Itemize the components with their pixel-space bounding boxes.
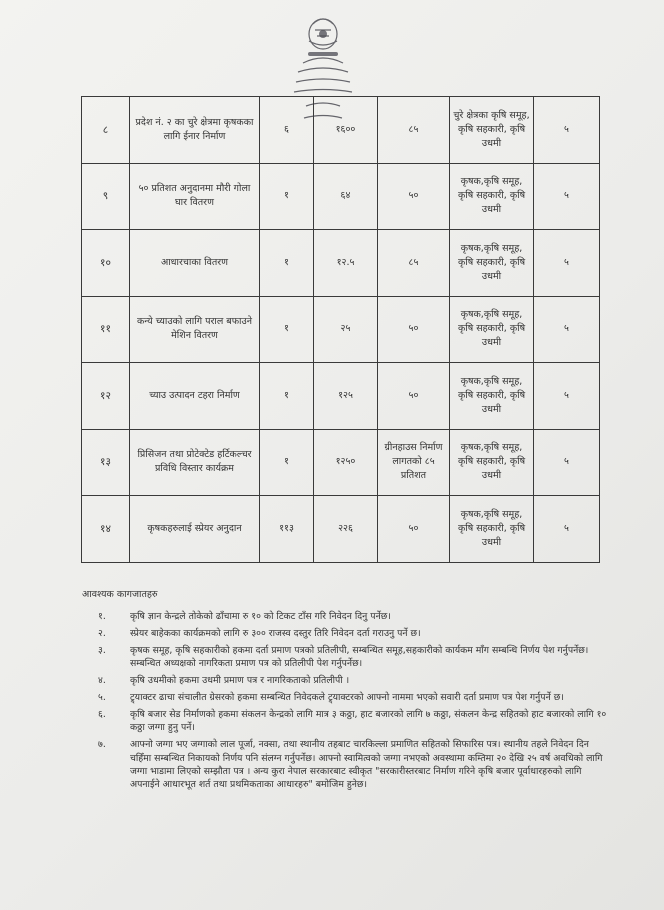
program-cell: ५० प्रतिशत अनुदानमा मौरी गोला घार वितरण [130, 163, 260, 230]
marks-cell: ५ [534, 230, 600, 297]
item-number: ७. [98, 739, 106, 751]
item-text: कृषि बजार सेड निर्माणको हकमा संकलन केन्द्रको लागि मात्र ३ कठ्ठा, हाट बजारको लागि ७ कठ्ठा, संकलन केन्द्र सहितको हाट बजारको लागि १० कठ्ठा जग्गा हुनु पर्ने। [130, 708, 607, 734]
table-row [82, 496, 600, 563]
table-row [82, 97, 600, 164]
count-cell: १ [260, 429, 314, 496]
list-item [98, 738, 608, 792]
table-row [82, 230, 600, 297]
serial-number-cell: ९ [82, 163, 130, 230]
serial-number-cell: १० [82, 230, 130, 297]
amount-cell: १२.५ [314, 230, 378, 297]
marks-cell: ५ [534, 296, 600, 363]
percent-cell: ५० [378, 163, 450, 230]
table-row [82, 163, 600, 230]
amount-cell: २२६ [314, 496, 378, 563]
beneficiary-cell: कृषक,कृषि समूह, कृषि सहकारी, कृषि उधमी [450, 363, 534, 430]
serial-number-cell: १४ [82, 496, 130, 563]
marks-cell: ५ [534, 496, 600, 563]
program-cell: प्रिसिजन तथा प्रोटेक्टेड हर्टिकल्चर प्रविधि विस्तार कार्यक्रम [130, 429, 260, 496]
marks-cell: ५ [534, 97, 600, 164]
serial-number-cell: १३ [82, 429, 130, 496]
list-item [98, 674, 608, 687]
amount-cell: २५ [314, 296, 378, 363]
percent-cell: ५० [378, 296, 450, 363]
program-table [81, 96, 600, 563]
table-row [82, 429, 600, 496]
item-number: ३. [98, 644, 106, 656]
program-cell: कृषकहरुलाई स्प्रेयर अनुदान [130, 496, 260, 563]
percent-cell: ८५ [378, 97, 450, 164]
item-text: कृषि उधमीको हकमा उधमी प्रमाण पत्र र नागरिकताको प्रतिलीपी । [130, 675, 350, 687]
percent-cell: ५० [378, 496, 450, 563]
marks-cell: ५ [534, 163, 600, 230]
count-cell: ६ [260, 97, 314, 164]
item-number: ४. [98, 675, 106, 687]
item-text: ट्र्याक्टर ढाचा संचालीत ग्रेसरको हकमा सम्बन्धित निवेदकले ट्र्याक्टरको आफ्नो नाममा भएको सवारी दर्ता प्रमाण पत्र पेश गर्नुपर्ने छ। [130, 692, 564, 704]
count-cell: १ [260, 363, 314, 430]
marks-cell: ५ [534, 363, 600, 430]
documents-heading: आवश्यक कागजातहरु [82, 589, 158, 600]
beneficiary-cell: चुरे क्षेत्रका कृषि समूह, कृषि सहकारी, कृषि उधमी [450, 97, 534, 164]
marks-cell: ५ [534, 429, 600, 496]
amount-cell: १२५० [314, 429, 378, 496]
beneficiary-cell: कृषक,कृषि समूह, कृषि सहकारी, कृषि उधमी [450, 429, 534, 496]
beneficiary-cell: कृषक,कृषि समूह, कृषि सहकारी, कृषि उधमी [450, 163, 534, 230]
list-item [98, 610, 608, 623]
list-item [98, 708, 608, 735]
program-cell: कन्ये च्याउको लागि पराल बफाउने मेशिन वितरण [130, 296, 260, 363]
percent-cell: ५० [378, 363, 450, 430]
beneficiary-cell: कृषक,कृषि समूह, कृषि सहकारी, कृषि उधमी [450, 230, 534, 297]
item-number: ६. [98, 708, 106, 720]
program-cell: च्याउ उत्पादन टहरा निर्माण [130, 363, 260, 430]
item-number: १. [98, 611, 106, 622]
percent-cell: ग्रीनहाउस निर्माण लागतको ८५ प्रतिशत [378, 429, 450, 496]
required-documents-list [98, 610, 608, 795]
beneficiary-cell: कृषक,कृषि समूह, कृषि सहकारी, कृषि उधमी [450, 496, 534, 563]
beneficiary-cell: कृषक,कृषि समूह, कृषि सहकारी, कृषि उधमी [450, 296, 534, 363]
item-text: आफ्नो जग्गा भए जग्गाको लाल पूर्जा, नक्सा, तथा स्थानीय तहबाट चारकिल्ला प्रमाणित सहितको सिफारिस पत्र। स्थानीय तहले निवेदन दिन चहिँमा सम्बन्धित निकायको निर्णय पनि संलग्न गर्नुपर्नेछ। आफ्नो स्वामित्वको जग्गा नभएको अवस्थामा कम्तिमा २० देखि २५ वर्ष अवधिको लागि जग्गा भाडामा लिएको सम्झौता पत्र । अन्य कुरा नेपाल सरकारबाट स्वीकृत "सरकारीस्तरबाट निर्माण गरिने कृषि बजार पूर्वाधारहरुको लागि अपनाईने आधारभूत शर्त तथा प्रथमिकताका आधारहरु" बमोजिम हुनेछ। [130, 739, 603, 791]
count-cell: ११३ [260, 496, 314, 563]
list-item [98, 644, 608, 671]
serial-number-cell: ११ [82, 296, 130, 363]
amount-cell: १६०० [314, 97, 378, 164]
count-cell: १ [260, 296, 314, 363]
item-number: २. [98, 627, 106, 639]
item-text: स्प्रेयर बाहेकका कार्यक्रमको लागि रु ३०० राजस्व दस्तुर तिरि निवेदन दर्ता गराउनु पर्ने छ। [130, 627, 421, 639]
serial-number-cell: ८ [82, 97, 130, 164]
percent-cell: ८५ [378, 230, 450, 297]
amount-cell: १२५ [314, 363, 378, 430]
program-cell: आधारचाका वितरण [130, 230, 260, 297]
program-cell: प्रदेश नं. २ का चुरे क्षेत्रमा कृषकका लागि ईनार निर्माण [130, 97, 260, 164]
list-item [98, 691, 608, 704]
count-cell: १ [260, 163, 314, 230]
count-cell: १ [260, 230, 314, 297]
list-item [98, 627, 608, 640]
table-row [82, 363, 600, 430]
item-text: कृषि ज्ञान केन्द्रले तोकेको ढाँचामा रु १० को टिकट टाँस गरि निवेदन दिनु पर्नेछ। [130, 611, 391, 622]
item-text: कृषक समूह, कृषि सहकारीको हकमा दर्ता प्रमाण पत्रको प्रतिलीपी, सम्बन्धित समूह,सहकारीको कार्यकम माँग सम्बन्धि निर्णय पेश गर्नुपर्नेछ।सम्बन्धित अध्यक्षको नागरिकता प्रमाण पत्र को प्रतिलीपी पेश गर्नुपर्नेछ। [130, 644, 589, 670]
amount-cell: ६४ [314, 163, 378, 230]
table-row [82, 296, 600, 363]
serial-number-cell: १२ [82, 363, 130, 430]
item-number: ५. [98, 692, 106, 704]
